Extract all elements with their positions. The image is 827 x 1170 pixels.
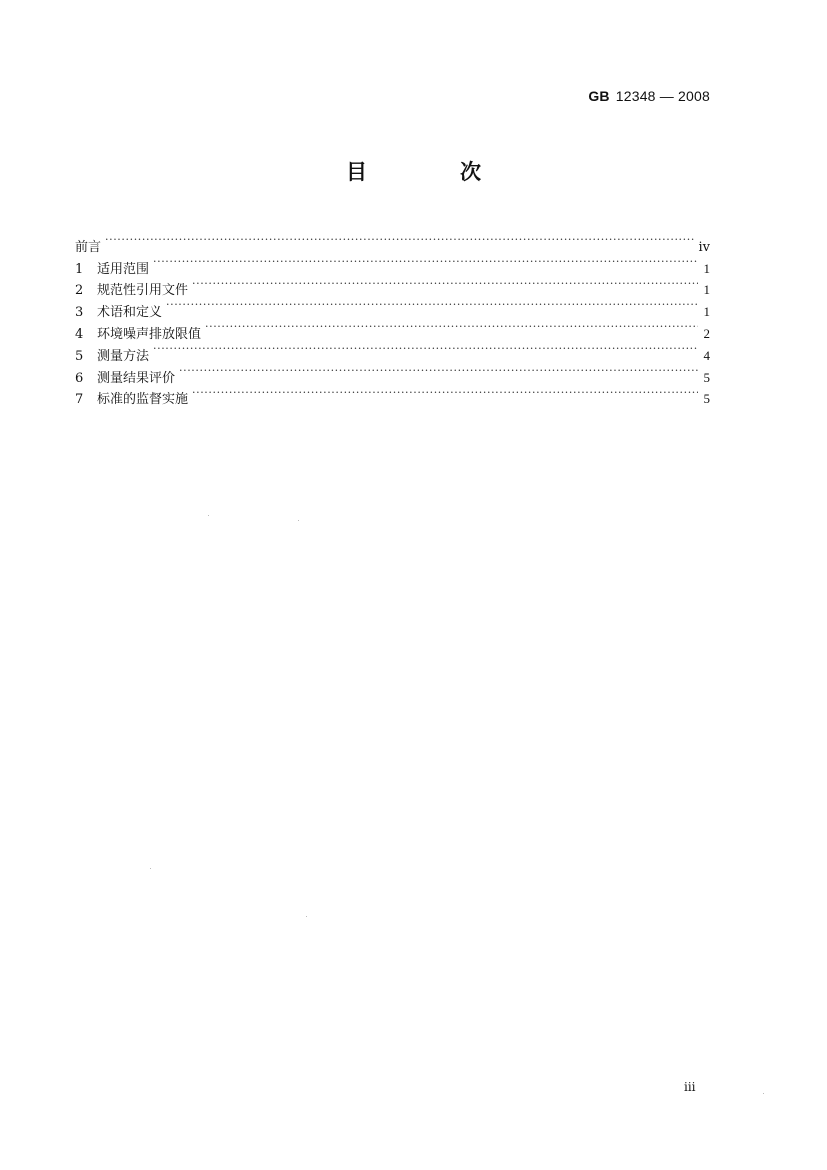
toc-entry-5[interactable]: [75, 338, 710, 364]
toc-entry-page: 1: [703, 260, 710, 276]
toc-entry-4[interactable]: [75, 316, 710, 342]
toc-entry-page: 1: [703, 282, 710, 298]
toc-entry-page: 5: [703, 369, 710, 385]
toc-entry-1[interactable]: [75, 251, 710, 277]
toc-leader-dots: [179, 360, 698, 382]
toc-entry-6[interactable]: [75, 360, 710, 386]
standard-code: [588, 88, 710, 104]
toc-entry-3[interactable]: [75, 294, 710, 321]
toc-leader-dots: [153, 338, 698, 360]
standard-number: 12348 — 2008: [615, 88, 710, 104]
toc-entry-number: 4: [75, 326, 84, 342]
toc-entry-label: 测量结果评价: [97, 370, 176, 386]
toc-entry-label: 规范性引用文件: [97, 283, 189, 299]
toc-leader-dots: [166, 294, 698, 316]
toc-leader-dots: [105, 229, 694, 251]
toc-entry-label: 标准的监督实施: [97, 392, 189, 408]
toc-leader-dots: [192, 273, 698, 295]
toc-entry-foreword[interactable]: [75, 229, 710, 255]
page-title: 目 次: [346, 160, 517, 184]
scan-speck: [763, 1093, 764, 1094]
toc-entry-number: 2: [75, 283, 84, 299]
toc-entry-2[interactable]: [75, 273, 710, 299]
scan-speck: [150, 868, 151, 869]
toc-entry-label: 术语和定义: [97, 305, 163, 321]
toc-entry-page: 5: [703, 391, 710, 407]
table-of-contents: [75, 229, 710, 408]
toc-entry-page: 4: [703, 347, 710, 363]
toc-entry-page: 2: [703, 325, 710, 341]
toc-entry-label: 测量方法: [97, 348, 150, 364]
scan-speck: [298, 520, 299, 521]
standard-prefix: GB: [588, 88, 610, 104]
toc-entry-label: 前言: [75, 239, 102, 255]
page-number: ⅲ: [684, 1080, 696, 1094]
toc-entry-number: 3: [75, 305, 84, 321]
toc-entry-number: 1: [75, 261, 84, 277]
scan-speck: [306, 916, 307, 917]
toc-entry-page: ⅳ: [698, 238, 710, 254]
toc-leader-dots: [153, 251, 698, 273]
toc-entry-number: 7: [75, 392, 84, 408]
scan-speck: [208, 515, 209, 516]
toc-leader-dots: [192, 382, 698, 404]
toc-leader-dots: [205, 316, 698, 338]
toc-entry-page: 1: [703, 304, 710, 320]
toc-entry-label: 环境噪声排放限值: [97, 326, 202, 342]
toc-entry-number: 6: [75, 370, 84, 386]
toc-entry-number: 5: [75, 348, 84, 364]
toc-entry-label: 适用范围: [97, 261, 150, 277]
